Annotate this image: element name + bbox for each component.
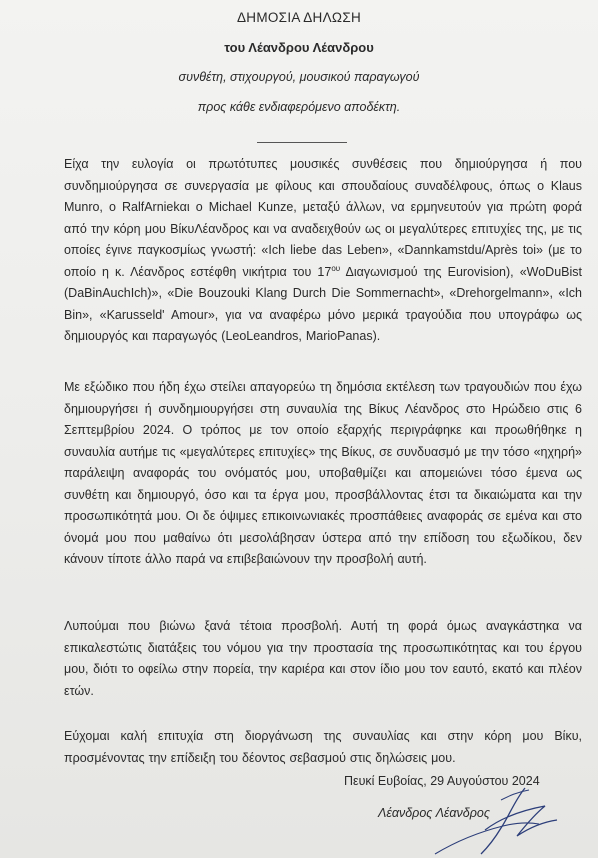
paragraph-1-text-a: Είχα την ευλογία οι πρωτότυπες μουσικές συνθέσεις που δημιούργησα ή που συνδημιούργησα σε συνεργασία με φίλους και σπουδαίους συναδέλφους, όπως ο Klaus Munro, ο RalfArniekαι ο Michael Kunze, μεταξύ άλλων, να ερμηνευτούν για πρώτη φορά από την κόρη μου BίκυΛέανδρος και να αναδειχθούν ως οι μεγαλύτερες επιτυχίες της, με τις οποίες έγινε παγκοσμίως γνωστή: «Ich liebe das Leben», «Dannkamstdu/Après toi» (με το οποίο η κ. Λέανδρος εστέφθη νικήτρια του 17 xyxy=(64,157,582,279)
paragraph-4: Εύχομαι καλή επιτυχία στη διοργάνωση της συναυλίας και στην κόρη μου Βίκυ, προσμένοντας την επίδειξη του δέοντος σεβασμού στις δηλώσεις μου. xyxy=(64,729,582,765)
paragraph-2: Με εξώδικο που ήδη έχω στείλει απαγορεύω τη δημόσια εκτέλεση των τραγουδιών που έχω δημιουργήσει ή συνδημιουργήσει στη συναυλία της Βίκυς Λέανδρος στο Ηρώδειο στις 6 Σεπτεμβρίου 2024. Ο τρόπος με τον οποίο εξαρχής περιγράφηκε και προωθήθηκε η συναυλία αυτήμε τις «μεγαλύτερες επιτυχίες» της Βίκυς, σε συνδυασμό με την τόσο «ηχηρή» παράλειψη αναφοράς του ονόματός μου, υποβαθμίζει και απομειώνει τόσο έμενα ως συνθέτη και δημιουργό, όσο και τα έργα μου, προσβάλλοντας έτσι τα δικαιώματα και την προσωπικότητά μου. Οι δε όψιμες επικοινωνιακές προσπάθειες αναφοράς σε εμένα και στο όνομά μου που μαθαίνω ότι μεσολάβησαν ύστερα από την επίδοση του εξωδίκου, δεν κάνουν τίποτε άλλο παρά να επιβεβαιώνουν την προσβολή αυτή. xyxy=(64,380,582,566)
paragraph-3: Λυπούμαι που βιώνω ξανά τέτοια προσβολή. Αυτή τη φορά όμως αναγκάστηκα να επικαλεστώτις διατάξεις του νόμου για την προστασία της προσωπικότητας και του έργου μου, διότι το οφείλω στην πορεία, την καριέρα και στον ίδιο μου τον εαυτό, εκατό και πλέον ετών. xyxy=(64,619,582,698)
author-name: του Λέανδρου Λέανδρου xyxy=(224,40,374,55)
recipient-line: προς κάθε ενδιαφερόμενο αποδέκτη. xyxy=(197,100,401,114)
paragraph-1 xyxy=(64,154,582,348)
signer-name: Λέανδρος Λέανδρος xyxy=(378,806,490,820)
author-role: συνθέτη, στιχουργού, μουσικού παραγωγού xyxy=(178,70,420,84)
document-title: ΔΗΜΟΣΙΑ ΔΗΛΩΣΗ xyxy=(236,10,362,25)
paragraph-1-text-b: Διαγωνισμού της Eurovision), «WoDuBist (DaBinAuchIch)», «Die Bouzouki Klang Durch Die Sommernacht», «Drehorgelmann», «Ich Bin», «Karusseld' Amour», για να αναφέρω μόνο μερικά τραγούδια που υπογράφω ως δημιουργός και παραγωγός (LeoLeandros, MarioPanas). xyxy=(64,264,582,343)
separator-rule xyxy=(257,142,347,143)
ordinal-superscript: ου xyxy=(331,263,341,273)
place-and-date: Πευκί Ευβοίας, 29 Αυγούστου 2024 xyxy=(344,774,540,788)
